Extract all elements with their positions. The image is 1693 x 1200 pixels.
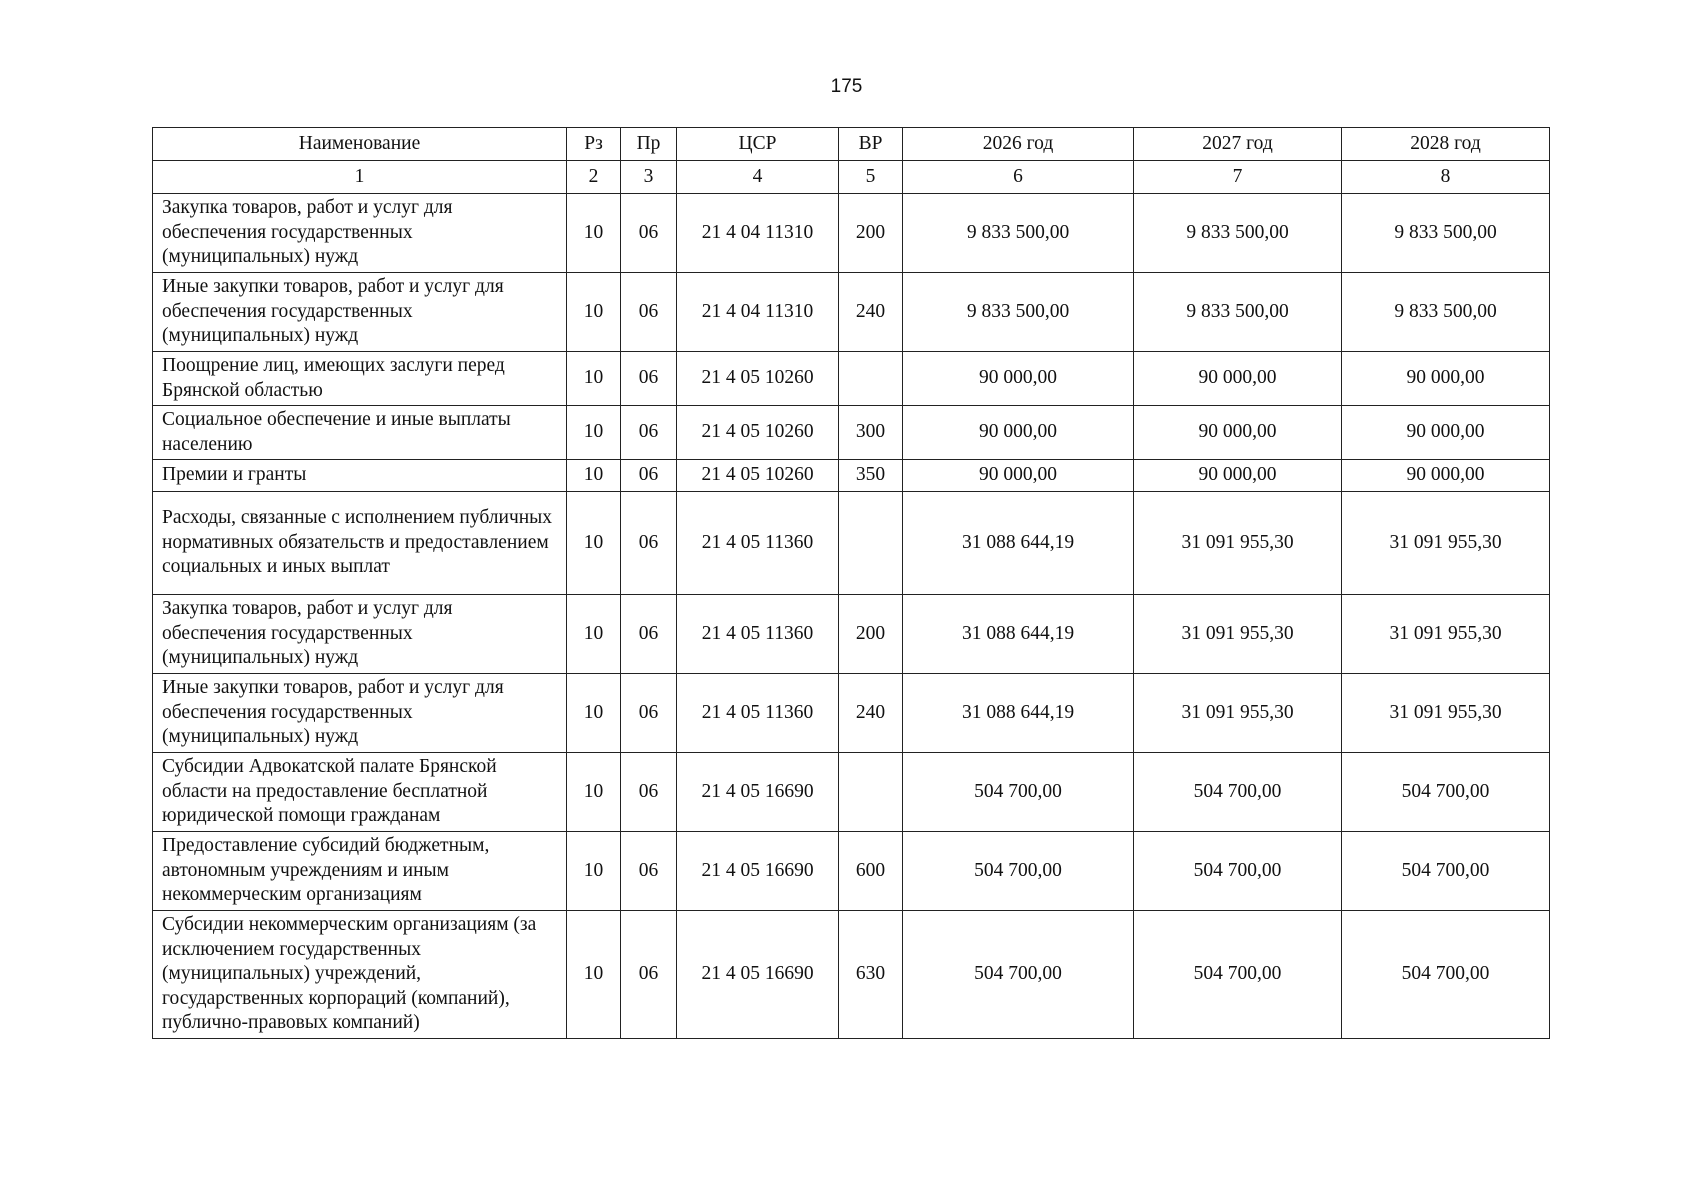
column-number: 1 (153, 161, 567, 194)
row-vr: 240 (839, 674, 903, 753)
row-pr: 06 (621, 595, 677, 674)
row-2026: 9 833 500,00 (903, 194, 1134, 273)
table-row (153, 194, 1550, 273)
row-rz: 10 (567, 273, 621, 352)
row-2027: 90 000,00 (1134, 352, 1342, 406)
row-2026: 90 000,00 (903, 352, 1134, 406)
row-2026: 90 000,00 (903, 406, 1134, 460)
row-vr: 630 (839, 911, 903, 1039)
row-2026: 31 088 644,19 (903, 492, 1134, 595)
header-csr: ЦСР (677, 128, 839, 161)
table-row (153, 460, 1550, 492)
row-pr: 06 (621, 406, 677, 460)
row-2026: 504 700,00 (903, 911, 1134, 1039)
header-2027: 2027 год (1134, 128, 1342, 161)
row-rz: 10 (567, 753, 621, 832)
row-vr: 600 (839, 832, 903, 911)
column-number: 5 (839, 161, 903, 194)
row-rz: 10 (567, 194, 621, 273)
row-2027: 90 000,00 (1134, 460, 1342, 492)
row-vr: 350 (839, 460, 903, 492)
row-rz: 10 (567, 832, 621, 911)
row-csr: 21 4 05 11360 (677, 595, 839, 674)
row-2026: 90 000,00 (903, 460, 1134, 492)
column-number-row (153, 161, 1550, 194)
row-csr: 21 4 05 16690 (677, 753, 839, 832)
column-number: 7 (1134, 161, 1342, 194)
row-csr: 21 4 05 10260 (677, 406, 839, 460)
budget-table (152, 127, 1550, 1039)
row-2026: 504 700,00 (903, 753, 1134, 832)
row-2026: 31 088 644,19 (903, 595, 1134, 674)
table-row (153, 406, 1550, 460)
column-number: 6 (903, 161, 1134, 194)
row-pr: 06 (621, 273, 677, 352)
row-2028: 31 091 955,30 (1342, 595, 1550, 674)
row-2028: 9 833 500,00 (1342, 273, 1550, 352)
row-2028: 90 000,00 (1342, 460, 1550, 492)
row-2028: 90 000,00 (1342, 352, 1550, 406)
row-name: Закупка товаров, работ и услуг для обеспечения государственных (муниципальных) нужд (153, 194, 567, 273)
row-2027: 504 700,00 (1134, 832, 1342, 911)
header-2026: 2026 год (903, 128, 1134, 161)
row-rz: 10 (567, 352, 621, 406)
row-2028: 90 000,00 (1342, 406, 1550, 460)
header-vr: ВР (839, 128, 903, 161)
row-2028: 9 833 500,00 (1342, 194, 1550, 273)
row-2028: 31 091 955,30 (1342, 674, 1550, 753)
row-csr: 21 4 05 16690 (677, 832, 839, 911)
column-number: 8 (1342, 161, 1550, 194)
row-2027: 31 091 955,30 (1134, 492, 1342, 595)
row-vr (839, 492, 903, 595)
row-name: Поощрение лиц, имеющих заслуги перед Брянской областью (153, 352, 567, 406)
table-row (153, 674, 1550, 753)
row-rz: 10 (567, 595, 621, 674)
row-rz: 10 (567, 460, 621, 492)
column-number: 4 (677, 161, 839, 194)
row-pr: 06 (621, 352, 677, 406)
row-2027: 9 833 500,00 (1134, 194, 1342, 273)
table-row (153, 832, 1550, 911)
page-number: 175 (830, 76, 863, 97)
row-rz: 10 (567, 911, 621, 1039)
row-2026: 9 833 500,00 (903, 273, 1134, 352)
row-rz: 10 (567, 492, 621, 595)
row-2027: 504 700,00 (1134, 753, 1342, 832)
row-csr: 21 4 05 16690 (677, 911, 839, 1039)
row-csr: 21 4 05 10260 (677, 352, 839, 406)
row-2028: 504 700,00 (1342, 832, 1550, 911)
row-2028: 31 091 955,30 (1342, 492, 1550, 595)
row-pr: 06 (621, 832, 677, 911)
row-name: Иные закупки товаров, работ и услуг для обеспечения государственных (муниципальных) нужд (153, 273, 567, 352)
row-vr: 240 (839, 273, 903, 352)
row-pr: 06 (621, 194, 677, 273)
row-pr: 06 (621, 911, 677, 1039)
header-2028: 2028 год (1342, 128, 1550, 161)
row-pr: 06 (621, 753, 677, 832)
row-2027: 504 700,00 (1134, 911, 1342, 1039)
table-row (153, 595, 1550, 674)
row-name: Предоставление субсидий бюджетным, автономным учреждениям и иным некоммерческим организациям (153, 832, 567, 911)
row-csr: 21 4 05 10260 (677, 460, 839, 492)
row-vr (839, 352, 903, 406)
row-2026: 31 088 644,19 (903, 674, 1134, 753)
row-2027: 9 833 500,00 (1134, 273, 1342, 352)
row-csr: 21 4 04 11310 (677, 273, 839, 352)
row-2027: 31 091 955,30 (1134, 595, 1342, 674)
table-row (153, 273, 1550, 352)
header-row (153, 128, 1550, 161)
row-2027: 90 000,00 (1134, 406, 1342, 460)
header-rz: Рз (567, 128, 621, 161)
row-vr (839, 753, 903, 832)
row-rz: 10 (567, 406, 621, 460)
row-csr: 21 4 05 11360 (677, 492, 839, 595)
row-name: Премии и гранты (153, 460, 567, 492)
row-name: Субсидии Адвокатской палате Брянской области на предоставление бесплатной юридической помощи гражданам (153, 753, 567, 832)
header-pr: Пр (621, 128, 677, 161)
row-csr: 21 4 04 11310 (677, 194, 839, 273)
row-name: Субсидии некоммерческим организациям (за исключением государственных (муниципальных) учреждений, государственных корпораций (компаний), публично-правовых компаний) (153, 911, 567, 1039)
row-csr: 21 4 05 11360 (677, 674, 839, 753)
row-vr: 200 (839, 595, 903, 674)
column-number: 3 (621, 161, 677, 194)
table-row (153, 911, 1550, 1039)
row-rz: 10 (567, 674, 621, 753)
row-2028: 504 700,00 (1342, 753, 1550, 832)
column-number: 2 (567, 161, 621, 194)
row-2026: 504 700,00 (903, 832, 1134, 911)
row-pr: 06 (621, 460, 677, 492)
row-pr: 06 (621, 492, 677, 595)
row-vr: 200 (839, 194, 903, 273)
table-row (153, 352, 1550, 406)
row-2027: 31 091 955,30 (1134, 674, 1342, 753)
row-vr: 300 (839, 406, 903, 460)
row-name: Социальное обеспечение и иные выплаты населению (153, 406, 567, 460)
row-name: Иные закупки товаров, работ и услуг для обеспечения государственных (муниципальных) нужд (153, 674, 567, 753)
row-2028: 504 700,00 (1342, 911, 1550, 1039)
row-name: Расходы, связанные с исполнением публичных нормативных обязательств и предоставлением социальных и иных выплат (153, 492, 567, 595)
row-name: Закупка товаров, работ и услуг для обеспечения государственных (муниципальных) нужд (153, 595, 567, 674)
table-row (153, 753, 1550, 832)
header-name: Наименование (153, 128, 567, 161)
row-pr: 06 (621, 674, 677, 753)
table-row (153, 492, 1550, 595)
